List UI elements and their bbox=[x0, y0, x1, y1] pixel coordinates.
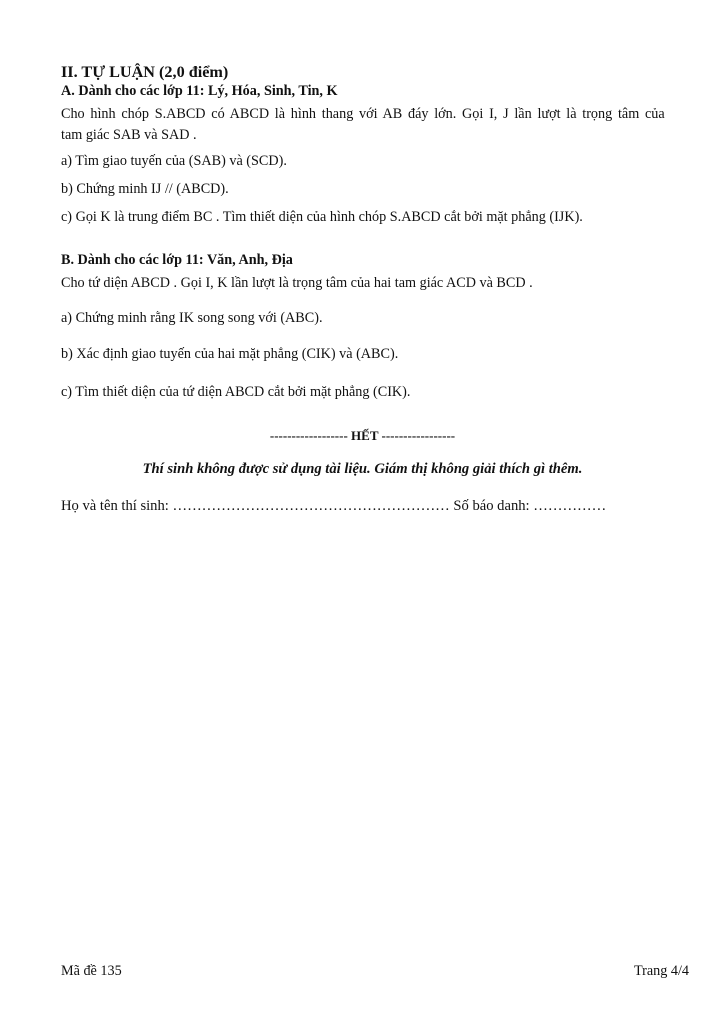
part-a-question-a: a) Tìm giao tuyến của (SAB) và (SCD). bbox=[61, 153, 287, 169]
part-b-question-b: b) Xác định giao tuyến của hai mặt phẳng (CIK) và (ABC). bbox=[61, 346, 399, 362]
part-a-intro-line-1: Cho hình chóp S.ABCD có ABCD là hình thang với AB đáy lớn. Gọi I, J lần lượt là trọng tâm của bbox=[61, 106, 665, 122]
end-marker: ------------------ HẾT ----------------- bbox=[269, 428, 456, 443]
section-title: II. TỰ LUẬN (2,0 điểm) bbox=[61, 63, 229, 81]
exam-code: Mã đề 135 bbox=[61, 963, 122, 979]
page-number: Trang 4/4 bbox=[633, 963, 689, 979]
candidate-info-line: Họ và tên thí sinh: ………………………………………………… Số báo danh: …………… bbox=[61, 498, 607, 514]
notice: Thí sinh không được sử dụng tài liệu. Giám thị không giải thích gì thêm. bbox=[142, 461, 583, 477]
part-a-question-c: c) Gọi K là trung điểm BC . Tìm thiết diện của hình chóp S.ABCD cắt bởi mặt phẳng (IJK). bbox=[61, 209, 583, 225]
part-a-intro-line-2: tam giác SAB và SAD . bbox=[61, 127, 197, 143]
part-b-intro: Cho tứ diện ABCD . Gọi I, K lần lượt là trọng tâm của hai tam giác ACD và BCD . bbox=[61, 275, 533, 291]
part-b-question-c: c) Tìm thiết diện của tứ diện ABCD cắt bởi mặt phẳng (CIK). bbox=[61, 384, 411, 400]
part-a-question-b: b) Chứng minh IJ // (ABCD). bbox=[61, 181, 229, 197]
part-b-question-a: a) Chứng minh rằng IK song song với (ABC). bbox=[61, 310, 323, 326]
part-b-heading: B. Dành cho các lớp 11: Văn, Anh, Địa bbox=[61, 252, 293, 268]
part-a-heading: A. Dành cho các lớp 11: Lý, Hóa, Sinh, Tin, K bbox=[61, 83, 338, 99]
